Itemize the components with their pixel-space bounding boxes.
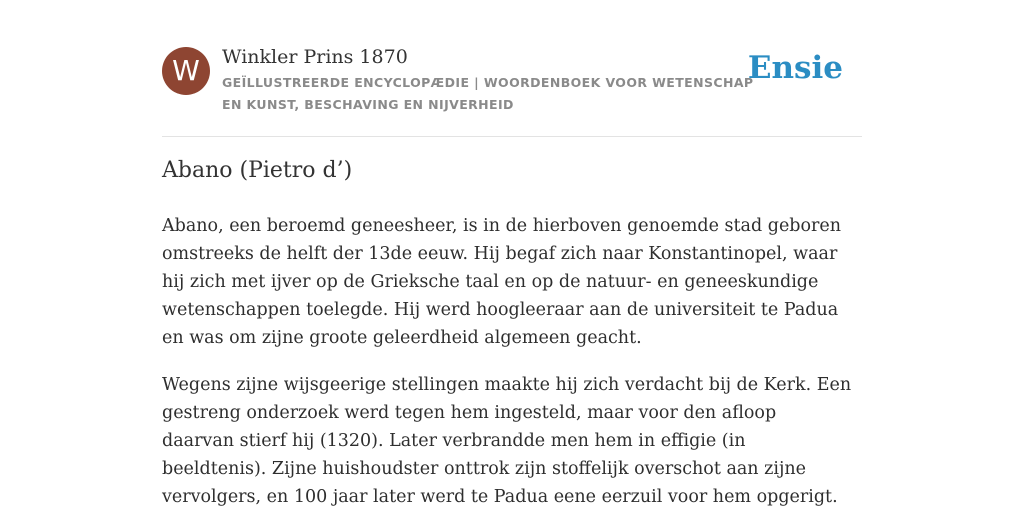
source-header <box>162 44 862 137</box>
article-paragraph: Abano, een beroemd geneesheer, is in de hierboven genoemde stad geboren omstreeks de helft der 13de eeuw. Hij begaf zich naar Konstantinopel, waar hij zich met ijver op de Grieksche taal en op de natuur- en geneeskundige wetenschappen toelegde. Hij werd hoogleeraar aan de universiteit te Padua en was om zijne groote geleerdheid algemeen geacht. <box>162 216 842 348</box>
article-title: Abano (Pietro d’) <box>162 158 353 183</box>
article-body <box>162 212 852 512</box>
source-title[interactable]: Winkler Prins 1870 <box>222 46 408 68</box>
article-paragraph: Wegens zijne wijsgeerige stellingen maakte hij zich verdacht bij de Kerk. Een gestreng onderzoek werd tegen hem ingesteld, maar voor den afloop daarvan stierf hij (1320). Later verbrandde men hem in effigie (in beeldtenis). Zijne huishoudster onttrok zijn stoffelijk overschot aan zijne vervolgers, en 100 jaar later werd te Padua eene eerzuil voor hem opgerigt. <box>162 375 852 507</box>
ensie-logo[interactable]: Ensie <box>747 50 843 86</box>
source-subtitle: GEÏLLUSTREERDE ENCYCLOPÆDIE | WOORDENBOEK VOOR WETENSCHAP EN KUNST, BESCHAVING EN NIJVERHEID <box>222 75 754 112</box>
source-avatar[interactable]: W <box>162 47 210 95</box>
